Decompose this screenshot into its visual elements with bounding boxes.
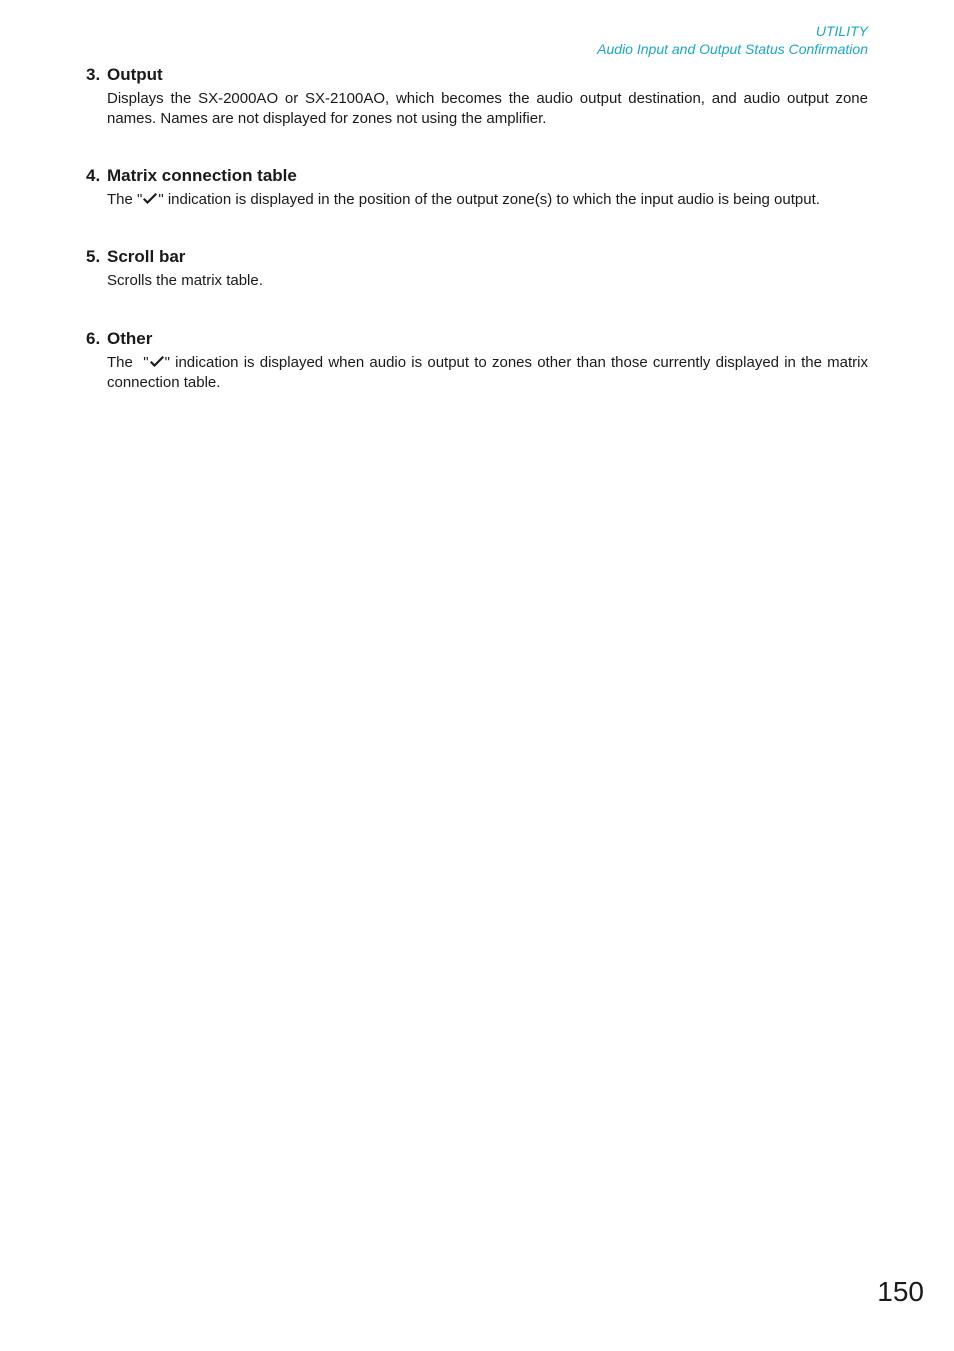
- section-title: Other: [107, 329, 153, 348]
- header-section: Audio Input and Output Status Confirmation: [597, 41, 868, 57]
- section-other: [86, 329, 868, 393]
- body-text: The ": [107, 354, 149, 371]
- section-body: Displays the SX-2000AO or SX-2100AO, which becomes the audio output destination, and audio output zone names. Names are not displayed for zones not using the amplifier.: [107, 90, 868, 127]
- section-heading: [86, 65, 868, 85]
- checkmark-icon: [142, 192, 158, 206]
- section-heading: [86, 329, 868, 349]
- section-title: Output: [107, 65, 163, 84]
- section-heading: [86, 247, 868, 267]
- section-body: Scrolls the matrix table.: [107, 272, 263, 289]
- section-title: Scroll bar: [107, 247, 186, 266]
- header-chapter: UTILITY: [815, 23, 868, 39]
- section-matrix-connection-table: [86, 166, 868, 210]
- section-scroll-bar: [86, 247, 868, 291]
- body-text: " indication is displayed when audio is output to zones other than those currently displayed in the matrix connection table.: [107, 354, 868, 391]
- running-header: [597, 22, 868, 58]
- section-number: 3.: [86, 65, 101, 84]
- section-title: Matrix connection table: [107, 166, 297, 185]
- page-number: 150: [877, 1276, 924, 1307]
- section-number: 4.: [86, 166, 101, 185]
- checkmark-icon: [149, 355, 165, 369]
- section-output: [86, 65, 868, 129]
- body-text: The ": [107, 191, 143, 208]
- section-number: 6.: [86, 329, 101, 348]
- section-heading: [86, 166, 868, 186]
- section-body: [107, 190, 868, 210]
- section-number: 5.: [86, 247, 101, 266]
- body-text: " indication is displayed in the position of the output zone(s) to which the input audio is being output.: [158, 191, 820, 208]
- section-body: [107, 353, 868, 393]
